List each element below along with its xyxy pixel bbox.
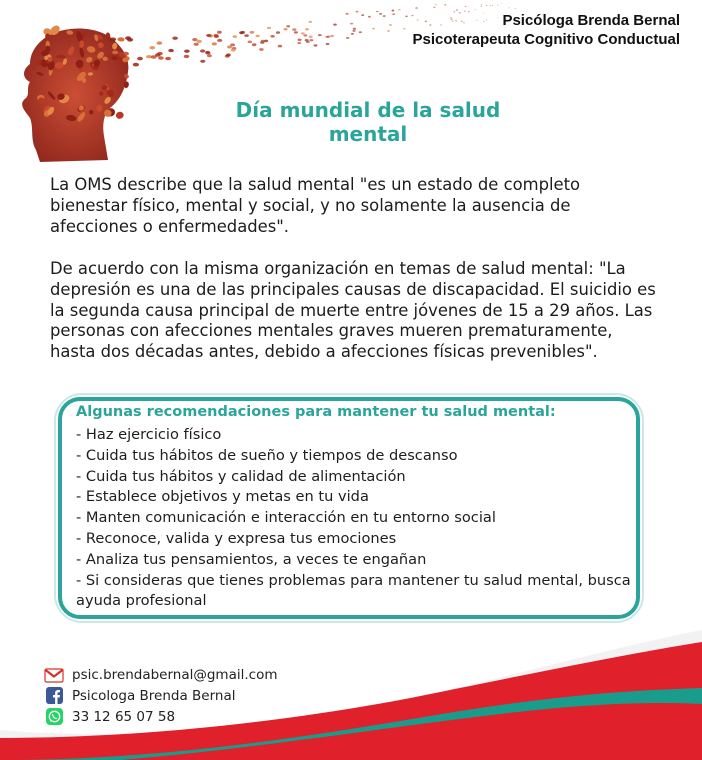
gmail-icon: [44, 666, 64, 684]
brand-header: [412, 11, 680, 49]
brand-role: Psicoterapeuta Cognitivo Conductual: [412, 31, 680, 48]
contact-email[interactable]: [44, 664, 277, 685]
facebook-text: Psicologa Brenda Bernal: [72, 687, 236, 704]
list-item: - Si consideras que tienes problemas para mantener tu salud mental, busca ayuda profesional: [76, 571, 631, 610]
list-item: - Haz ejercicio físico: [76, 426, 222, 443]
whatsapp-text: 33 12 65 07 58: [72, 708, 176, 725]
paragraph-oms-definition: La OMS describe que la salud mental "es un estado de completo bienestar físico, mental y social, y no solamente la ausencia de afecciones o enfermedades".: [50, 175, 581, 236]
contact-facebook[interactable]: [44, 685, 277, 706]
whatsapp-icon: [44, 708, 64, 726]
recommendations-list: [76, 425, 636, 612]
list-item: - Establece objetivos y metas en tu vida: [76, 488, 369, 506]
recommendations-title: Algunas recomendaciones para mantener tu salud mental:: [76, 404, 556, 420]
page-title: Día mundial de la salud mental: [235, 98, 501, 146]
contact-whatsapp[interactable]: [44, 706, 277, 727]
brand-name: Psicóloga Brenda Bernal: [502, 12, 680, 29]
list-item: - Reconoce, valida y expresa tus emociones: [76, 529, 397, 547]
list-item: - Analiza tus pensamientos, a veces te engañan: [76, 550, 427, 568]
list-item: - Manten comunicación e interacción en tu entorno social: [76, 509, 496, 527]
contact-list: [44, 664, 277, 727]
list-item: - Cuida tus hábitos de sueño y tiempos de descanso: [76, 446, 458, 464]
paragraph-oms-statistics: De acuerdo con la misma organización en temas de salud mental: "La depresión es una de las principales causas de discapacidad. El suicidio es la segunda causa principal de muerte entre jóvenes de 15 a 29 años. Las personas con afecciones mentales graves mueren prematuramente, hasta dos décadas antes, debido a afecciones físicas prevenibles".: [50, 259, 656, 362]
email-text: psic.brendabernal@gmail.com: [72, 666, 278, 683]
list-item: - Cuida tus hábitos y calidad de alimentación: [76, 467, 406, 485]
facebook-icon: [44, 687, 64, 705]
